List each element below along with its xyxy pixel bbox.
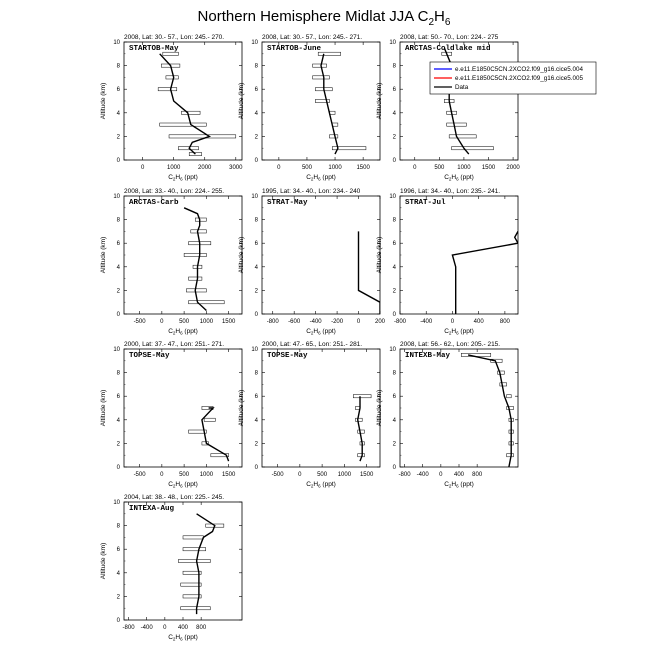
range-box (169, 135, 236, 138)
panel-8 (238, 341, 380, 489)
y-tick-label: 2 (116, 288, 120, 295)
y-tick-label: 8 (254, 63, 258, 70)
y-tick-label: 2 (254, 134, 258, 141)
x-tick-label: 1500 (356, 165, 370, 171)
plot-frame (400, 196, 518, 314)
y-tick-label: 8 (116, 523, 120, 530)
y-tick-label: 10 (113, 194, 120, 200)
x-tick-label: 500 (301, 165, 312, 171)
range-box (452, 147, 494, 150)
legend-label: e.e11.E1850C5CN.2XCO2.f09_g16.cice5.005 (455, 75, 584, 83)
panel-label: INTEXA-Aug (129, 505, 175, 513)
y-tick-label: 10 (389, 194, 396, 200)
panel-9 (376, 341, 518, 489)
x-axis-label: $C_2H_6$ (ppt) (168, 328, 198, 336)
range-box (158, 88, 177, 91)
x-tick-label: 1000 (328, 165, 342, 171)
range-box (313, 76, 330, 79)
range-box (183, 536, 203, 539)
y-tick-label: 2 (116, 134, 120, 141)
x-tick-label: 500 (179, 472, 190, 478)
x-tick-label: 500 (179, 319, 190, 325)
x-tick-label: -400 (416, 472, 429, 478)
figure-title: Northern Hemisphere Midlat JJA $C_2H_6$ (197, 8, 451, 28)
range-box (181, 607, 211, 610)
y-tick-label: 10 (113, 500, 120, 506)
y-tick-label: 4 (254, 417, 258, 424)
y-tick-label: 0 (254, 158, 258, 164)
x-tick-label: 0 (450, 319, 455, 325)
plot-area (353, 395, 371, 462)
data-series-line (160, 54, 210, 154)
y-axis-label: Altitude (km) (238, 389, 245, 427)
panel-label: STRAT-Jul (405, 199, 446, 207)
y-tick-label: 6 (392, 87, 396, 94)
range-box (498, 371, 505, 374)
panel-label: INTEXB-May (405, 352, 451, 360)
data-series-line (184, 208, 206, 311)
y-tick-label: 10 (251, 347, 258, 353)
plot-area (178, 514, 223, 614)
range-box (507, 406, 514, 409)
panel-header: 1996, Lat: 34.- 40., Lon: 235.- 241. (400, 188, 501, 195)
x-tick-label: -500 (133, 319, 146, 325)
y-tick-label: 6 (254, 394, 258, 401)
y-axis-label: Altitude (km) (100, 236, 107, 274)
plot-frame (262, 196, 380, 314)
x-tick-label: 3000 (229, 165, 243, 171)
range-box (178, 559, 210, 562)
panel-2 (238, 34, 380, 182)
plot-area (158, 52, 236, 156)
y-tick-label: 10 (389, 40, 396, 46)
y-tick-label: 10 (251, 40, 258, 46)
plot-frame (400, 349, 518, 467)
range-box (160, 123, 207, 126)
data-series-line (202, 408, 229, 461)
y-tick-label: 6 (254, 87, 258, 94)
x-tick-label: 0 (163, 625, 167, 631)
y-axis-label: Altitude (km) (100, 389, 107, 427)
x-tick-label: -800 (398, 472, 411, 478)
plot-area (189, 406, 229, 461)
range-box (507, 395, 512, 398)
x-tick-label: 0 (140, 165, 145, 171)
y-tick-label: 2 (116, 594, 120, 601)
y-axis-label: Altitude (km) (100, 82, 107, 120)
x-axis-label: $C_2H_6$ (ppt) (168, 481, 198, 489)
plot-area (313, 52, 366, 154)
panel-3 (376, 34, 520, 182)
y-axis-label: Altitude (km) (376, 82, 383, 120)
y-tick-label: 6 (392, 241, 396, 248)
panel-label: STARTOB-May (129, 45, 179, 53)
x-tick-label: -800 (266, 319, 279, 325)
panel-7 (100, 341, 242, 489)
x-tick-label: 0 (298, 472, 302, 478)
y-tick-label: 8 (392, 217, 396, 224)
range-box (184, 253, 206, 256)
plot-frame (124, 502, 242, 620)
panel-label: ARCTAS-Carb (129, 199, 179, 207)
x-tick-label: 1500 (481, 165, 496, 171)
range-box (447, 123, 467, 126)
y-tick-label: 2 (392, 288, 396, 295)
y-tick-label: 2 (254, 441, 258, 448)
range-box (318, 52, 340, 55)
range-box (449, 135, 476, 138)
x-tick-label: 0 (356, 319, 361, 325)
y-tick-label: 6 (116, 394, 120, 401)
y-tick-label: 2 (254, 288, 258, 295)
plot-frame (124, 196, 242, 314)
x-tick-label: 400 (473, 319, 484, 325)
plot-area (184, 208, 224, 311)
x-axis-label: $C_2H_6$ (ppt) (168, 634, 198, 642)
panel-label: TOPSE-May (267, 352, 308, 360)
y-tick-label: 8 (116, 370, 120, 377)
x-tick-label: 0 (160, 472, 164, 478)
plot-frame (262, 42, 380, 160)
data-series-line (197, 514, 215, 614)
range-box (189, 277, 202, 280)
data-series-line (358, 396, 363, 461)
x-tick-label: -200 (331, 319, 344, 325)
x-tick-label: -400 (420, 319, 433, 325)
panel-header: 1995, Lat: 34.- 40., Lon: 234.- 240 (262, 188, 361, 195)
y-tick-label: 8 (392, 370, 396, 377)
plot-area (461, 353, 513, 467)
plot-area (452, 231, 518, 314)
x-tick-label: 800 (472, 472, 483, 478)
x-tick-label: 0 (413, 165, 417, 171)
y-tick-label: 4 (116, 264, 120, 271)
x-tick-label: 200 (374, 319, 386, 325)
panel-label: TOPSE-May (129, 352, 170, 360)
legend-label: Data (455, 84, 469, 92)
y-tick-label: 0 (116, 312, 120, 318)
x-tick-label: 500 (317, 472, 328, 478)
range-box (356, 418, 363, 421)
y-tick-label: 0 (254, 465, 258, 471)
x-tick-label: 1000 (199, 319, 214, 325)
x-tick-label: -400 (140, 625, 153, 631)
y-tick-label: 4 (116, 110, 120, 117)
panel-header: 2008, Lat: 33.- 40., Lon: 224.- 255. (124, 188, 225, 195)
y-tick-label: 0 (392, 158, 396, 164)
y-axis-label: Altitude (km) (238, 82, 245, 120)
range-box (358, 430, 365, 433)
range-box (189, 301, 225, 304)
y-axis-label: Altitude (km) (238, 236, 245, 274)
x-axis-label: $C_2H_6$ (ppt) (306, 328, 336, 336)
x-tick-label: -800 (393, 319, 407, 325)
legend (430, 62, 596, 94)
plot-frame (124, 42, 242, 160)
range-box (181, 111, 200, 114)
panel-6 (376, 188, 518, 336)
x-tick-label: 0 (160, 319, 164, 325)
x-tick-label: 1000 (199, 472, 214, 478)
x-tick-label: 1500 (221, 472, 236, 478)
plot-frame (400, 42, 518, 160)
y-tick-label: 0 (116, 465, 120, 471)
y-tick-label: 4 (392, 264, 396, 271)
range-box (353, 395, 371, 398)
x-tick-label: 400 (177, 625, 189, 631)
y-tick-label: 0 (254, 312, 258, 318)
x-tick-label: -800 (122, 625, 135, 631)
x-axis-label: $C_2H_6$ (ppt) (444, 328, 474, 336)
range-box (183, 548, 206, 551)
y-tick-label: 8 (254, 370, 258, 377)
panel-header: 2008, Lat: 56.- 62., Lon: 205.- 215. (400, 341, 501, 348)
y-tick-label: 2 (392, 441, 396, 448)
y-tick-label: 6 (116, 241, 120, 248)
panel-label: STRAT-May (267, 199, 308, 207)
x-tick-label: 0 (277, 165, 281, 171)
x-tick-label: 800 (499, 319, 510, 325)
y-tick-label: 4 (116, 417, 120, 424)
x-tick-label: -600 (288, 319, 301, 325)
y-axis-label: Altitude (km) (376, 236, 383, 274)
x-tick-label: 1000 (167, 165, 181, 171)
range-box (186, 289, 206, 292)
y-tick-label: 0 (116, 158, 120, 164)
x-tick-label: -500 (133, 472, 146, 478)
y-axis-label: Altitude (km) (376, 389, 383, 427)
panel-header: 2008, Lat: 50.- 70., Lon: 224.- 275 (400, 34, 499, 41)
x-axis-label: $C_2H_6$ (ppt) (444, 174, 474, 182)
panel-4 (100, 188, 242, 336)
panel-header: 2000, Lat: 47.- 65., Lon: 251.- 281. (262, 341, 363, 348)
panel-5 (238, 188, 386, 336)
x-tick-label: 1500 (221, 319, 236, 325)
range-box (313, 64, 327, 67)
x-tick-label: 2000 (506, 165, 520, 171)
y-tick-label: 8 (392, 63, 396, 70)
panel-header: 2008, Lat: 30.- 57., Lon: 245.- 271. (262, 34, 363, 41)
x-tick-label: 800 (196, 625, 207, 631)
x-axis-label: $C_2H_6$ (ppt) (306, 481, 336, 489)
x-tick-label: -500 (271, 472, 284, 478)
y-tick-label: 10 (113, 347, 120, 353)
range-box (166, 76, 178, 79)
y-tick-label: 4 (116, 570, 120, 577)
y-tick-label: 0 (392, 465, 396, 471)
y-tick-label: 10 (251, 194, 258, 200)
panel-1 (100, 34, 243, 182)
x-tick-label: 2000 (198, 165, 212, 171)
range-box (500, 383, 507, 386)
x-tick-label: -400 (309, 319, 322, 325)
y-tick-label: 2 (116, 441, 120, 448)
y-tick-label: 4 (254, 264, 258, 271)
range-box (195, 218, 206, 221)
x-tick-label: 1000 (457, 165, 471, 171)
x-axis-label: $C_2H_6$ (ppt) (168, 174, 198, 182)
y-tick-label: 6 (116, 87, 120, 94)
y-tick-label: 4 (392, 417, 396, 424)
x-tick-label: 500 (434, 165, 445, 171)
panel-label: ARCTAS-Coldlake mid (405, 45, 491, 53)
x-tick-label: 1000 (337, 472, 352, 478)
x-tick-label: 400 (453, 472, 465, 478)
plot-frame (124, 349, 242, 467)
data-series-line (468, 355, 511, 467)
x-tick-label: 1500 (359, 472, 374, 478)
y-tick-label: 2 (392, 134, 396, 141)
panel-10 (100, 494, 242, 642)
panel-label: STARTOB-June (267, 45, 322, 53)
y-tick-label: 6 (392, 394, 396, 401)
y-tick-label: 6 (116, 547, 120, 554)
range-box (181, 583, 201, 586)
y-tick-label: 0 (392, 312, 396, 318)
range-box (507, 454, 514, 457)
y-tick-label: 10 (389, 347, 396, 353)
range-box (204, 418, 215, 421)
data-series-line (452, 231, 518, 314)
y-tick-label: 8 (254, 217, 258, 224)
x-axis-label: $C_2H_6$ (ppt) (444, 481, 474, 489)
y-tick-label: 6 (254, 241, 258, 248)
y-tick-label: 4 (392, 110, 396, 117)
range-box (189, 153, 201, 156)
legend-label: e.e11.E1850C5CN.2XCO2.f09_g16.cice5.004 (455, 66, 584, 74)
x-axis-label: $C_2H_6$ (ppt) (306, 174, 336, 182)
range-box (329, 135, 337, 138)
panel-header: 2004, Lat: 38.- 48., Lon: 225.- 245. (124, 494, 225, 501)
y-tick-label: 10 (113, 40, 120, 46)
panel-header: 2008, Lat: 30.- 57., Lon: 245.- 270. (124, 34, 225, 41)
y-tick-label: 4 (254, 110, 258, 117)
y-tick-label: 8 (116, 63, 120, 70)
y-tick-label: 0 (116, 618, 120, 624)
panel-header: 2000, Lat: 37.- 47., Lon: 251.- 271. (124, 341, 225, 348)
data-series-line (321, 54, 338, 154)
x-tick-label: 0 (439, 472, 443, 478)
y-axis-label: Altitude (km) (100, 542, 107, 580)
y-tick-label: 8 (116, 217, 120, 224)
